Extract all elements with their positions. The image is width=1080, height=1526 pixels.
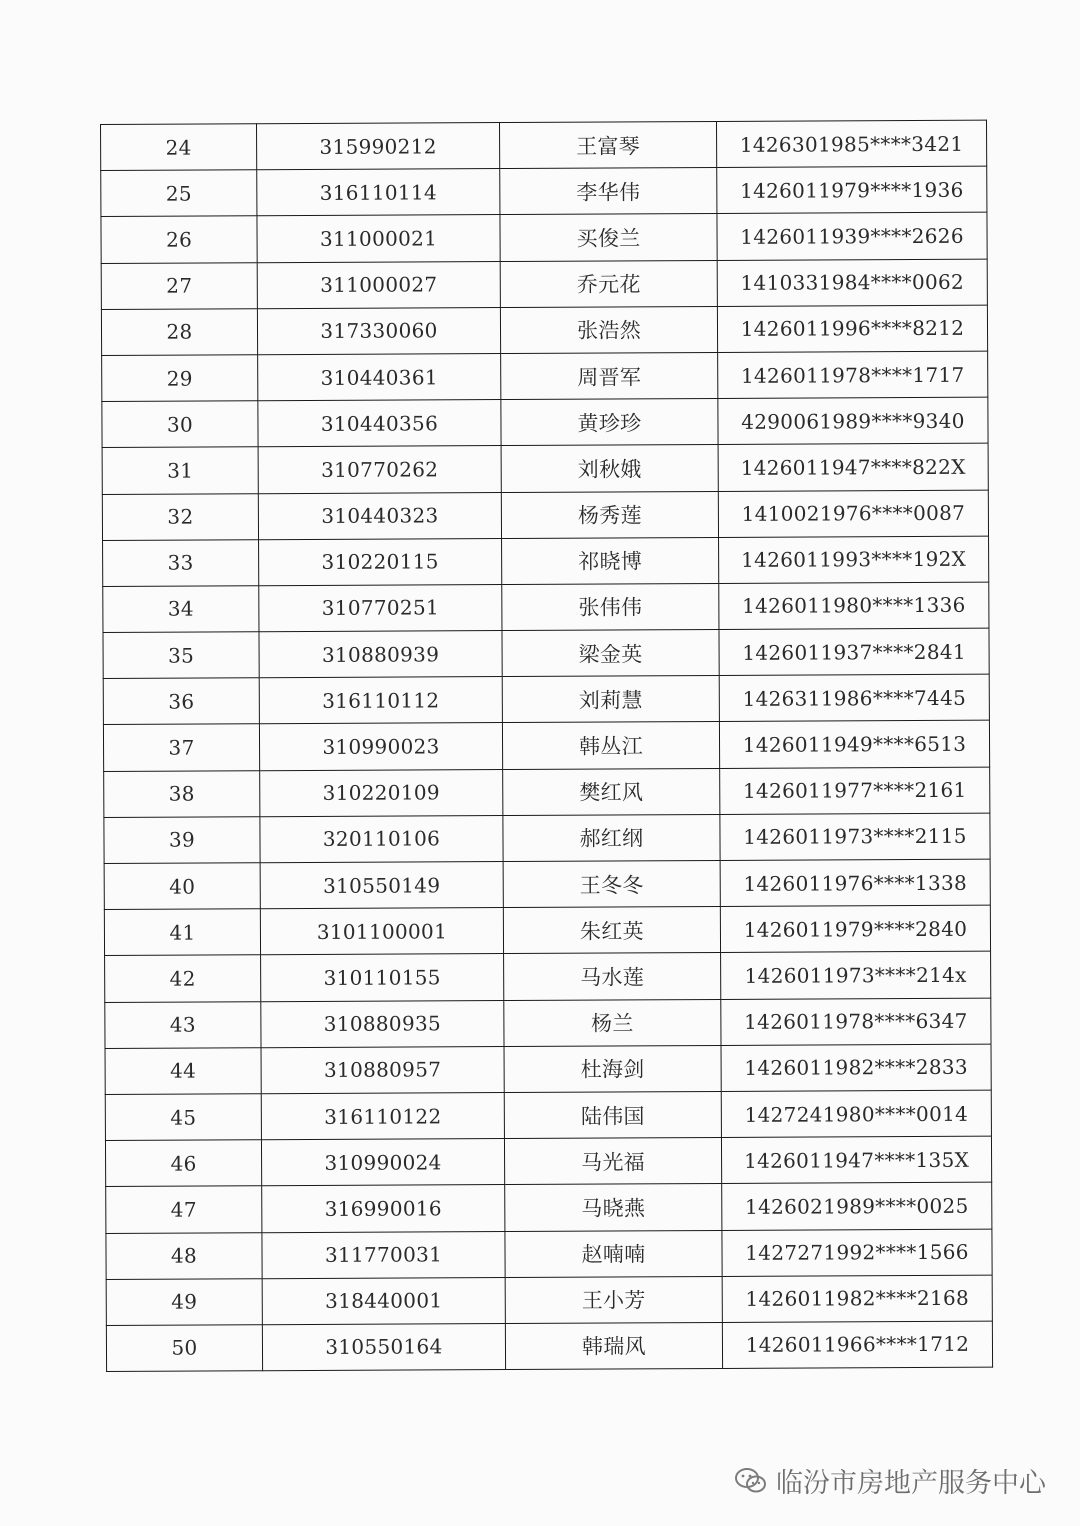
name-cell: 韩丛江 xyxy=(502,722,719,769)
name-cell: 刘莉慧 xyxy=(502,676,719,723)
roster-table-wrapper xyxy=(100,120,988,1372)
id-number-cell: 1426011966****1712 xyxy=(722,1321,992,1369)
table-row xyxy=(105,1136,991,1187)
name-cell: 王冬冬 xyxy=(503,860,720,907)
row-number-cell: 40 xyxy=(104,863,260,910)
table-row xyxy=(104,813,990,864)
name-cell: 买俊兰 xyxy=(500,214,717,261)
row-number-cell: 31 xyxy=(102,447,258,494)
code-cell: 310550149 xyxy=(260,862,503,909)
row-number-cell: 43 xyxy=(105,1001,261,1048)
table-row xyxy=(101,259,987,310)
id-number-cell: 1410331984****0062 xyxy=(717,259,987,307)
name-cell: 韩瑞风 xyxy=(505,1322,722,1369)
name-cell: 张浩然 xyxy=(500,306,717,353)
name-cell: 马晓燕 xyxy=(505,1184,722,1231)
table-row xyxy=(106,1229,992,1280)
id-number-cell: 1426011980****1336 xyxy=(719,582,989,630)
code-cell: 316110112 xyxy=(259,677,502,724)
name-cell: 朱红英 xyxy=(503,907,720,954)
code-cell: 310440323 xyxy=(258,492,501,539)
row-number-cell: 34 xyxy=(103,586,259,633)
table-row xyxy=(105,1044,991,1095)
code-cell: 310440356 xyxy=(258,400,501,447)
row-number-cell: 49 xyxy=(106,1278,262,1325)
code-cell: 316110114 xyxy=(257,169,500,216)
code-cell: 316990016 xyxy=(262,1185,505,1232)
code-cell: 310110155 xyxy=(261,954,504,1001)
name-cell: 马水莲 xyxy=(504,953,721,1000)
code-cell: 310770251 xyxy=(259,584,502,631)
id-number-cell: 1426011937****2841 xyxy=(719,628,989,676)
row-number-cell: 42 xyxy=(105,955,261,1002)
name-cell: 杨秀莲 xyxy=(501,491,718,538)
row-number-cell: 27 xyxy=(101,262,257,309)
row-number-cell: 24 xyxy=(101,124,257,171)
code-cell: 310770262 xyxy=(258,446,501,493)
id-number-cell: 1426011947****135X xyxy=(721,1136,991,1184)
roster-table-body xyxy=(101,120,993,1371)
row-number-cell: 48 xyxy=(106,1232,262,1279)
name-cell: 周晋军 xyxy=(501,352,718,399)
name-cell: 梁金英 xyxy=(502,630,719,677)
table-row xyxy=(101,305,987,356)
table-row xyxy=(104,905,990,956)
code-cell: 310220115 xyxy=(259,538,502,585)
row-number-cell: 46 xyxy=(105,1140,261,1187)
table-row xyxy=(106,1275,992,1326)
row-number-cell: 26 xyxy=(101,216,257,263)
row-number-cell: 30 xyxy=(102,401,258,448)
row-number-cell: 33 xyxy=(103,539,259,586)
code-cell: 317330060 xyxy=(257,307,500,354)
id-number-cell: 1426011993****192X xyxy=(719,536,989,584)
code-cell: 310990023 xyxy=(259,723,502,770)
row-number-cell: 39 xyxy=(104,817,260,864)
row-number-cell: 44 xyxy=(105,1047,261,1094)
table-row xyxy=(101,213,987,264)
name-cell: 王小芳 xyxy=(505,1276,722,1323)
row-number-cell: 36 xyxy=(103,678,259,725)
table-row xyxy=(102,490,988,541)
row-number-cell: 50 xyxy=(106,1325,262,1372)
name-cell: 黄珍珍 xyxy=(501,399,718,446)
id-number-cell: 1426011949****6513 xyxy=(719,721,989,769)
table-row xyxy=(103,721,989,772)
id-number-cell: 1426011996****8212 xyxy=(717,305,987,353)
row-number-cell: 32 xyxy=(102,493,258,540)
name-cell: 陆伟国 xyxy=(504,1091,721,1138)
row-number-cell: 37 xyxy=(103,724,259,771)
code-cell: 318440001 xyxy=(262,1277,505,1324)
table-row xyxy=(102,351,988,402)
code-cell: 311000027 xyxy=(257,261,500,308)
id-number-cell: 1426011979****2840 xyxy=(720,905,990,953)
id-number-cell: 1427271992****1566 xyxy=(722,1229,992,1277)
id-number-cell: 1426011939****2626 xyxy=(717,213,987,261)
table-row xyxy=(103,628,989,679)
name-cell: 张伟伟 xyxy=(502,583,719,630)
table-row xyxy=(106,1182,992,1233)
name-cell: 祁晓博 xyxy=(502,537,719,584)
code-cell: 310440361 xyxy=(258,353,501,400)
id-number-cell: 1426301985****3421 xyxy=(716,120,986,168)
id-number-cell: 1426011973****2115 xyxy=(720,813,990,861)
code-cell: 311000021 xyxy=(257,215,500,262)
code-cell: 310550164 xyxy=(262,1323,505,1370)
table-row xyxy=(104,859,990,910)
code-cell: 316110122 xyxy=(261,1092,504,1139)
name-cell: 樊红风 xyxy=(503,768,720,815)
roster-table xyxy=(100,120,993,1372)
row-number-cell: 45 xyxy=(105,1094,261,1141)
watermark xyxy=(734,1461,1046,1500)
id-number-cell: 1426011973****214x xyxy=(721,952,991,1000)
row-number-cell: 28 xyxy=(101,308,257,355)
name-cell: 李华伟 xyxy=(500,168,717,215)
code-cell: 315990212 xyxy=(257,123,500,170)
table-row xyxy=(106,1321,992,1372)
name-cell: 乔元花 xyxy=(500,260,717,307)
code-cell: 310220109 xyxy=(260,769,503,816)
table-row xyxy=(103,674,989,725)
name-cell: 刘秋娥 xyxy=(501,445,718,492)
code-cell: 310880957 xyxy=(261,1046,504,1093)
id-number-cell: 1426011982****2833 xyxy=(721,1044,991,1092)
code-cell: 3101100001 xyxy=(260,908,503,955)
row-number-cell: 41 xyxy=(104,909,260,956)
row-number-cell: 35 xyxy=(103,632,259,679)
table-row xyxy=(104,767,990,818)
table-row xyxy=(102,397,988,448)
id-number-cell: 4290061989****9340 xyxy=(718,397,988,445)
name-cell: 赵喃喃 xyxy=(505,1230,722,1277)
table-row xyxy=(101,166,987,217)
table-row xyxy=(105,998,991,1049)
name-cell: 郝红纲 xyxy=(503,814,720,861)
id-number-cell: 1426011979****1936 xyxy=(717,166,987,214)
table-row xyxy=(103,536,989,587)
code-cell: 311770031 xyxy=(262,1231,505,1278)
code-cell: 310880935 xyxy=(261,1000,504,1047)
row-number-cell: 25 xyxy=(101,170,257,217)
code-cell: 320110106 xyxy=(260,815,503,862)
id-number-cell: 1426011976****1338 xyxy=(720,859,990,907)
id-number-cell: 1426011978****6347 xyxy=(721,998,991,1046)
id-number-cell: 1426021989****0025 xyxy=(722,1182,992,1230)
wechat-icon xyxy=(734,1467,768,1495)
table-row xyxy=(103,582,989,633)
id-number-cell: 1427241980****0014 xyxy=(721,1090,991,1138)
row-number-cell: 29 xyxy=(102,355,258,402)
id-number-cell: 1426011947****822X xyxy=(718,443,988,491)
name-cell: 马光福 xyxy=(504,1138,721,1185)
code-cell: 310880939 xyxy=(259,631,502,678)
table-row xyxy=(102,443,988,494)
table-row xyxy=(101,120,987,171)
name-cell: 杨兰 xyxy=(504,999,721,1046)
id-number-cell: 1426311986****7445 xyxy=(719,674,989,722)
row-number-cell: 47 xyxy=(106,1186,262,1233)
id-number-cell: 1426011978****1717 xyxy=(718,351,988,399)
table-row xyxy=(105,1090,991,1141)
table-row xyxy=(105,952,991,1003)
row-number-cell: 38 xyxy=(104,770,260,817)
name-cell: 王富琴 xyxy=(499,121,716,168)
id-number-cell: 1426011977****2161 xyxy=(720,767,990,815)
id-number-cell: 1426011982****2168 xyxy=(722,1275,992,1323)
id-number-cell: 1410021976****0087 xyxy=(718,490,988,538)
code-cell: 310990024 xyxy=(261,1139,504,1186)
name-cell: 杜海剑 xyxy=(504,1045,721,1092)
watermark-text: 临汾市房地产服务中心 xyxy=(776,1468,1046,1499)
